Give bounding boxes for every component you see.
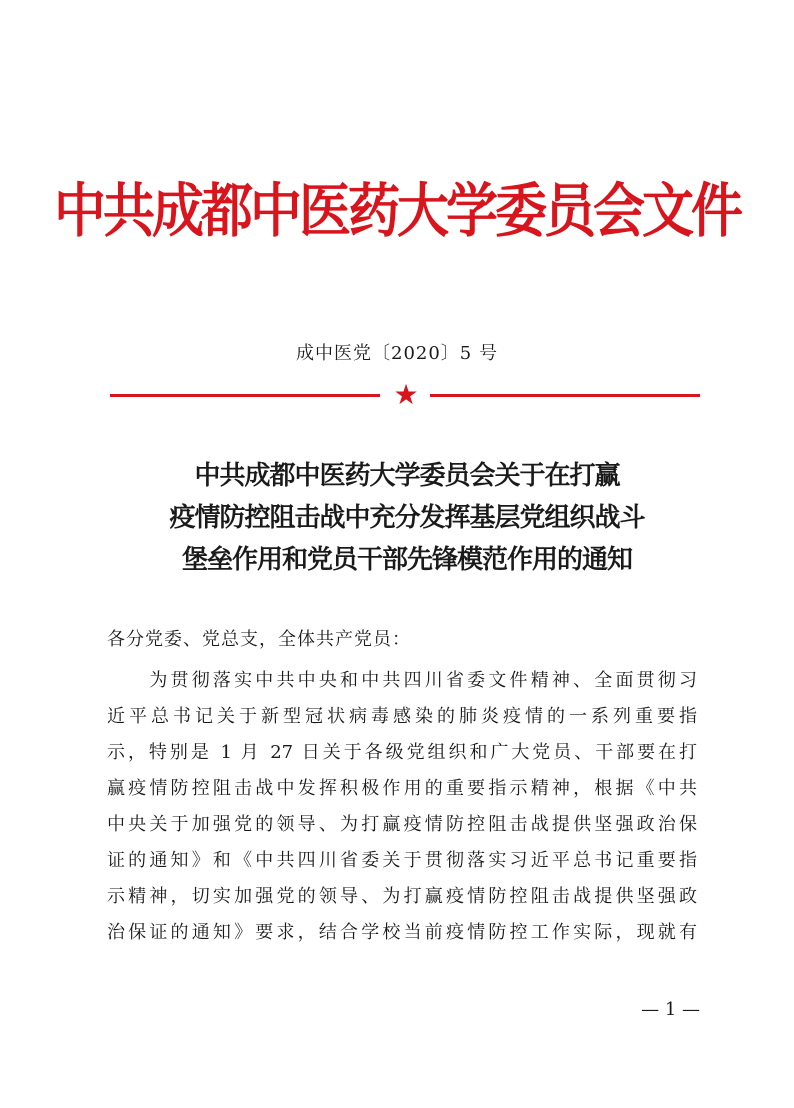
body-line: 近平总书记关于新型冠状病毒感染的肺炎疫情的一系列重要指 (107, 706, 697, 727)
divider-rule-right (430, 394, 700, 397)
star-icon: ★ (393, 378, 419, 411)
salutation: 各分党委、党总支，全体共产党员： (107, 629, 411, 650)
title-line: 疫情防控阻击战中充分发挥基层党组织战斗 (169, 503, 645, 533)
document-number: 成中医党〔2020〕5 号 (296, 343, 498, 364)
divider-rule-left (110, 394, 380, 397)
title-line: 堡垒作用和党员干部先锋模范作用的通知 (181, 545, 632, 575)
body-line: 示，特别是 1 月 27 日关于各级党组织和广大党员、干部要在打 (107, 742, 697, 763)
body-line: 示精神，切实加强党的领导、为打赢疫情防控阻击战提供坚强政 (107, 886, 697, 907)
page-number: — 1 — (641, 999, 700, 1020)
body-line: 为贯彻落实中共中央和中共四川省委文件精神、全面贯彻习 (107, 670, 697, 691)
body-line: 证的通知》和《中共四川省委关于贯彻落实习近平总书记重要指 (107, 850, 697, 871)
body-text (107, 663, 697, 951)
body-line: 治保证的通知》要求，结合学校当前疫情防控工作实际，现就有 (107, 922, 697, 943)
red-divider (110, 378, 700, 411)
body-line: 赢疫情防控阻击战中发挥积极作用的重要指示精神，根据《中共 (107, 778, 697, 799)
document-masthead: 中共成都中医药大学委员会文件 (53, 178, 740, 246)
body-line: 中央关于加强党的领导、为打赢疫情防控阻击战提供坚强政治保 (107, 814, 697, 835)
title-line: 中共成都中医药大学委员会关于在打赢 (194, 461, 620, 491)
document-title (100, 455, 714, 581)
